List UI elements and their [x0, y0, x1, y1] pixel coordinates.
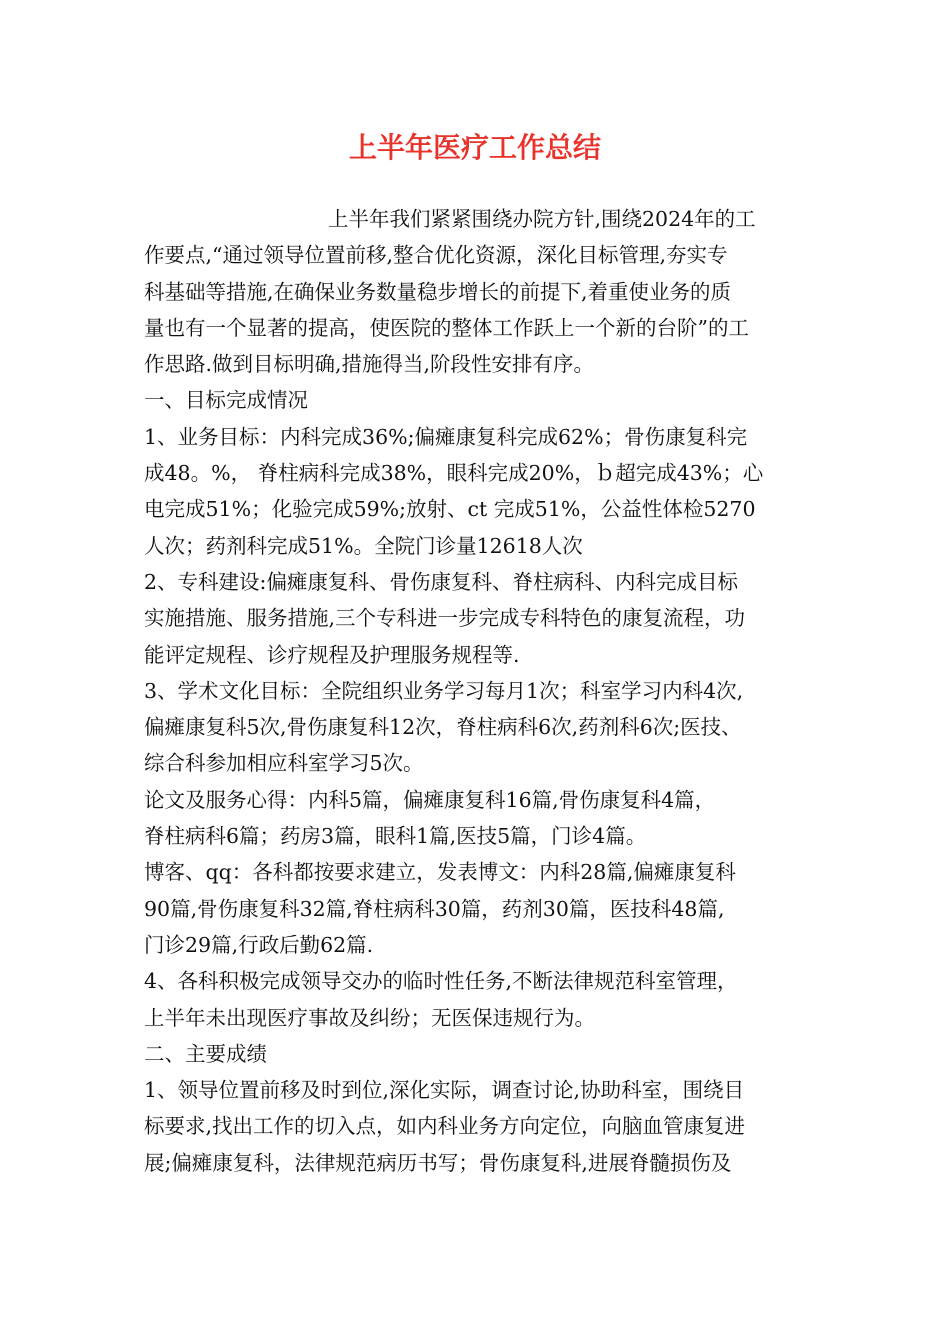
paragraph-line: 能评定规程、诊疗规程及护理服务规程等.	[144, 642, 520, 667]
paragraph-line: 1、业务目标：内科完成36%;偏瘫康复科完成62%；骨伤康复科完	[144, 424, 748, 449]
paragraph-line: 成48。%， 脊柱病科完成38%，眼科完成20%，ｂ超完成43%；心	[144, 461, 764, 486]
paragraph-line: 电完成51%；化验完成59%;放射、ct 完成51%，公益性体检5270	[144, 497, 756, 522]
paragraph-line: 作思路.做到目标明确,措施得当,阶段性安排有序。	[144, 352, 595, 377]
paragraph-line: 博客、qq：各科都按要求建立，发表博文：内科28篇,偏瘫康复科	[144, 860, 736, 885]
section-heading: 一、目标完成情况	[144, 388, 308, 413]
paragraph-line: 2、专科建设:偏瘫康复科、骨伤康复科、脊柱病科、内科完成目标	[144, 569, 738, 594]
paragraph-line: 偏瘫康复科5次,骨伤康复科12次，脊柱病科6次,药剂科6次;医技、	[144, 715, 742, 740]
paragraph-line: 量也有一个显著的提高，使医院的整体工作跃上一个新的台阶”的工	[144, 315, 749, 340]
document-title: 上半年医疗工作总结	[348, 131, 601, 164]
paragraph-line: 脊柱病科6篇；药房3篇，眼科1篇,医技5篇，门诊4篇。	[144, 824, 647, 849]
paragraph-line: 展;偏瘫康复科，法律规范病历书写；骨伤康复科,进展脊髓损伤及	[144, 1150, 732, 1175]
paragraph-line: 上半年未出现医疗事故及纠纷；无医保违规行为。	[144, 1005, 595, 1030]
paragraph-line: 3、学术文化目标：全院组织业务学习每月1次；科室学习内科4次,	[144, 678, 744, 703]
section-heading: 二、主要成绩	[144, 1041, 267, 1066]
paragraph-line: 实施措施、服务措施,三个专科进一步完成专科特色的康复流程，功	[144, 606, 746, 631]
paragraph-line: 作要点,“通过领导位置前移,整合优化资源，深化目标管理,夯实专	[144, 243, 728, 268]
paragraph-line: 上半年我们紧紧围绕办院方针,围绕2024年的工	[328, 207, 756, 231]
paragraph-line: 门诊29篇,行政后勤62篇.	[144, 932, 374, 957]
paragraph-line: 1、领导位置前移及时到位,深化实际，调查讨论,协助科室，围绕目	[144, 1078, 745, 1103]
paragraph-line: 标要求,找出工作的切入点，如内科业务方向定位，向脑血管康复进	[144, 1114, 746, 1139]
paragraph-line: 人次；药剂科完成51%。全院门诊量12618人次	[144, 533, 583, 558]
paragraph-line: 综合科参加相应科室学习5次。	[144, 751, 424, 776]
paragraph-line: 90篇,骨伤康复科32篇,脊柱病科30篇，药剂30篇，医技科48篇,	[144, 896, 725, 921]
paragraph-line: 科基础等措施,在确保业务数量稳步增长的前提下,着重使业务的质	[144, 279, 732, 304]
paragraph-line: 4、各科积极完成领导交办的临时性任务,不断法律规范科室管理，	[144, 969, 738, 994]
document-body	[144, 201, 814, 1181]
paragraph-line: 论文及服务心得：内科5篇，偏瘫康复科16篇,骨伤康复科4篇，	[144, 787, 716, 812]
